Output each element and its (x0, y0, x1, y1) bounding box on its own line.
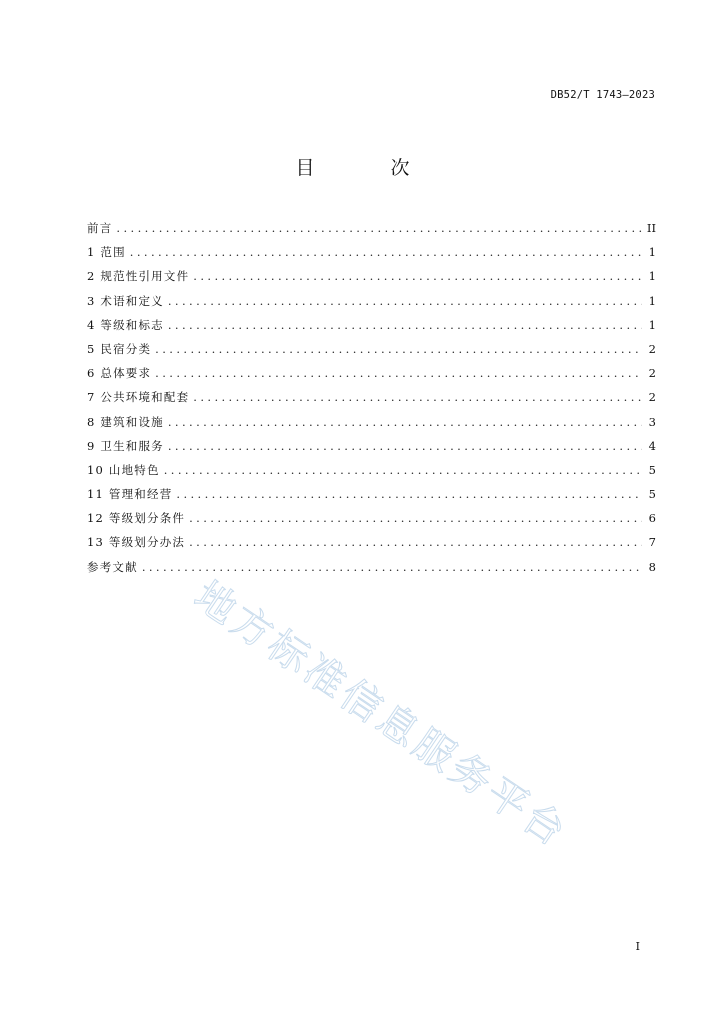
toc-entry-label: 8 建筑和设施 (87, 414, 164, 429)
toc-entry-grades-marks[interactable] (87, 315, 656, 339)
toc-entry-label: 7 公共环境和配套 (87, 390, 190, 405)
toc-entry-label: 9 卫生和服务 (87, 438, 164, 453)
page-number: I (635, 940, 640, 953)
toc-leader-dots (193, 266, 642, 286)
toc-entry-page: 1 (648, 245, 656, 260)
toc-entry-management-operation[interactable] (87, 484, 656, 508)
toc-entry-hygiene-service[interactable] (87, 436, 656, 460)
toc-entry-bibliography[interactable] (87, 557, 656, 581)
toc-entry-grading-conditions[interactable] (87, 508, 656, 532)
toc-entry-page: 2 (648, 341, 656, 356)
toc-leader-dots (168, 412, 642, 432)
toc-entry-label: 11 管理和经营 (87, 487, 173, 502)
toc-entry-label: 前言 (87, 221, 113, 235)
toc-entry-page: 5 (648, 462, 656, 477)
toc-leader-dots (193, 387, 642, 407)
toc-entry-label: 4 等级和标志 (87, 317, 164, 332)
toc-leader-dots (155, 339, 642, 359)
toc-entry-page: 7 (648, 535, 656, 550)
toc-entry-general-requirements[interactable] (87, 363, 656, 387)
toc-leader-dots (168, 436, 642, 456)
toc-entry-page: II (646, 221, 656, 235)
toc-entry-label: 10 山地特色 (87, 462, 160, 477)
toc-leader-dots (164, 460, 642, 480)
toc-entry-label: 13 等级划分办法 (87, 535, 186, 550)
toc-entry-page: 8 (648, 559, 656, 574)
toc-entry-label: 参考文献 (87, 559, 138, 574)
watermark-text: 地方标准信息服务平台 (185, 572, 577, 857)
toc-entry-buildings-facilities[interactable] (87, 412, 656, 436)
toc-entry-normative-references[interactable] (87, 266, 656, 290)
toc-entry-label: 2 规范性引用文件 (87, 269, 190, 284)
toc-leader-dots (130, 242, 642, 262)
toc-entry-label: 12 等级划分条件 (87, 511, 186, 526)
toc-entry-label: 1 范围 (87, 245, 126, 260)
toc-leader-dots (168, 291, 642, 311)
toc-entry-page: 4 (648, 438, 656, 453)
toc-leader-dots (189, 508, 642, 528)
toc-entry-public-environment[interactable] (87, 387, 656, 411)
toc-leader-dots (155, 363, 642, 383)
toc-leader-dots (142, 557, 642, 577)
toc-entry-classification[interactable] (87, 339, 656, 363)
toc-entry-page: 2 (648, 390, 656, 405)
toc-entry-label: 5 民宿分类 (87, 341, 152, 356)
toc-leader-dots (116, 218, 642, 238)
toc-entry-page: 2 (648, 366, 656, 381)
toc-entry-mountain-features[interactable] (87, 460, 656, 484)
toc-entry-page: 1 (648, 293, 656, 308)
toc-entry-page: 6 (648, 511, 656, 526)
toc-entry-terms-definitions[interactable] (87, 291, 656, 315)
toc-entry-label: 6 总体要求 (87, 366, 152, 381)
toc-entry-page: 3 (648, 414, 656, 429)
toc-entry-label: 3 术语和定义 (87, 293, 164, 308)
toc-title: 目 次 (295, 157, 445, 179)
toc-entry-page: 5 (648, 487, 656, 502)
toc-entry-foreword[interactable] (87, 218, 656, 242)
table-of-contents (87, 218, 656, 581)
document-code: DB52/T 1743—2023 (550, 89, 655, 101)
toc-entry-page: 1 (648, 269, 656, 284)
toc-leader-dots (189, 532, 642, 552)
toc-leader-dots (168, 315, 642, 335)
toc-entry-grading-methods[interactable] (87, 532, 656, 556)
toc-entry-scope[interactable] (87, 242, 656, 266)
toc-entry-page: 1 (648, 317, 656, 332)
toc-leader-dots (176, 484, 642, 504)
